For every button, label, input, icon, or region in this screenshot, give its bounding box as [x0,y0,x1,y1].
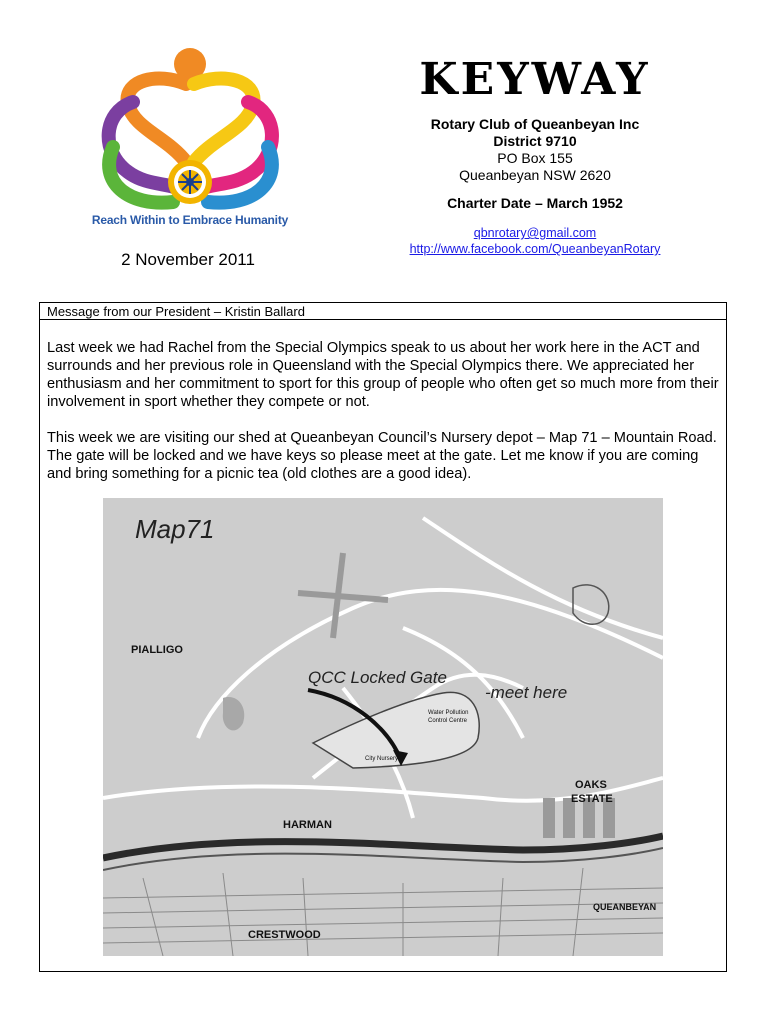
map-label-queanbeyan: QUEANBEYAN [593,902,657,912]
map-label-estate: ESTATE [571,793,613,805]
map-label-harman: HARMAN [283,819,332,831]
email-link[interactable]: qbnrotary@gmail.com [473,226,597,240]
po-box: PO Box 155 [497,150,573,166]
map-label-control-centre: Control Centre [428,718,468,724]
map-handwritten-title: Map71 [135,514,215,544]
city-address: Queanbeyan NSW 2620 [459,167,611,183]
map-label-crestwood: CRESTWOOD [248,929,321,941]
paragraph-2-map-ref: Map 71 [548,430,598,446]
district: District 9710 [493,133,577,149]
map-handwritten-meet-note: -meet here [485,683,568,702]
president-message-heading: Message from our President – Kristin Ballard [39,302,727,320]
message-paragraph-2 [47,429,719,483]
paragraph-2-prefix: This week we are visiting our shed at Queanbeyan Council’s Nursery depot – [47,430,549,446]
location-map [103,498,663,956]
map-label-pialligo: PIALLIGO [131,644,183,656]
logo-tagline: Reach Within to Embrace Humanity [91,213,289,227]
map-label-oaks: OAKS [575,779,607,791]
club-name: Rotary Club of Queanbeyan Inc [430,116,640,132]
charter-date: Charter Date – March 1952 [447,195,623,211]
newsletter-date: 2 November 2011 [121,250,255,269]
masthead [395,54,675,257]
rotary-theme-logo [88,42,292,238]
message-paragraph-1: Last week we had Rachel from the Special Olympics speak to us about her work here in the ACT and surrounds and her previous role in Queensland with the Special Olympics there. We appreciated her enthusiasm and her commitment to sport for this group of people who often get so much more from their involvement in sport whether they compete or not. [47,340,719,410]
map-label-water-pollution: Water Pollution [428,710,469,716]
newsletter-title: KEYWAY [419,54,651,105]
map-handwritten-gate-note: QCC Locked Gate [308,668,447,687]
map-label-city-nursery: City Nursery [365,756,399,762]
facebook-link[interactable]: http://www.facebook.com/QueanbeyanRotary [409,242,661,256]
paragraph-2-suffix: – Mountain Road. The gate will be locked and we have keys so please meet at the gate. Let me know if you are coming and bring something for a picnic tea (old clothes are a good idea). [47,430,717,482]
